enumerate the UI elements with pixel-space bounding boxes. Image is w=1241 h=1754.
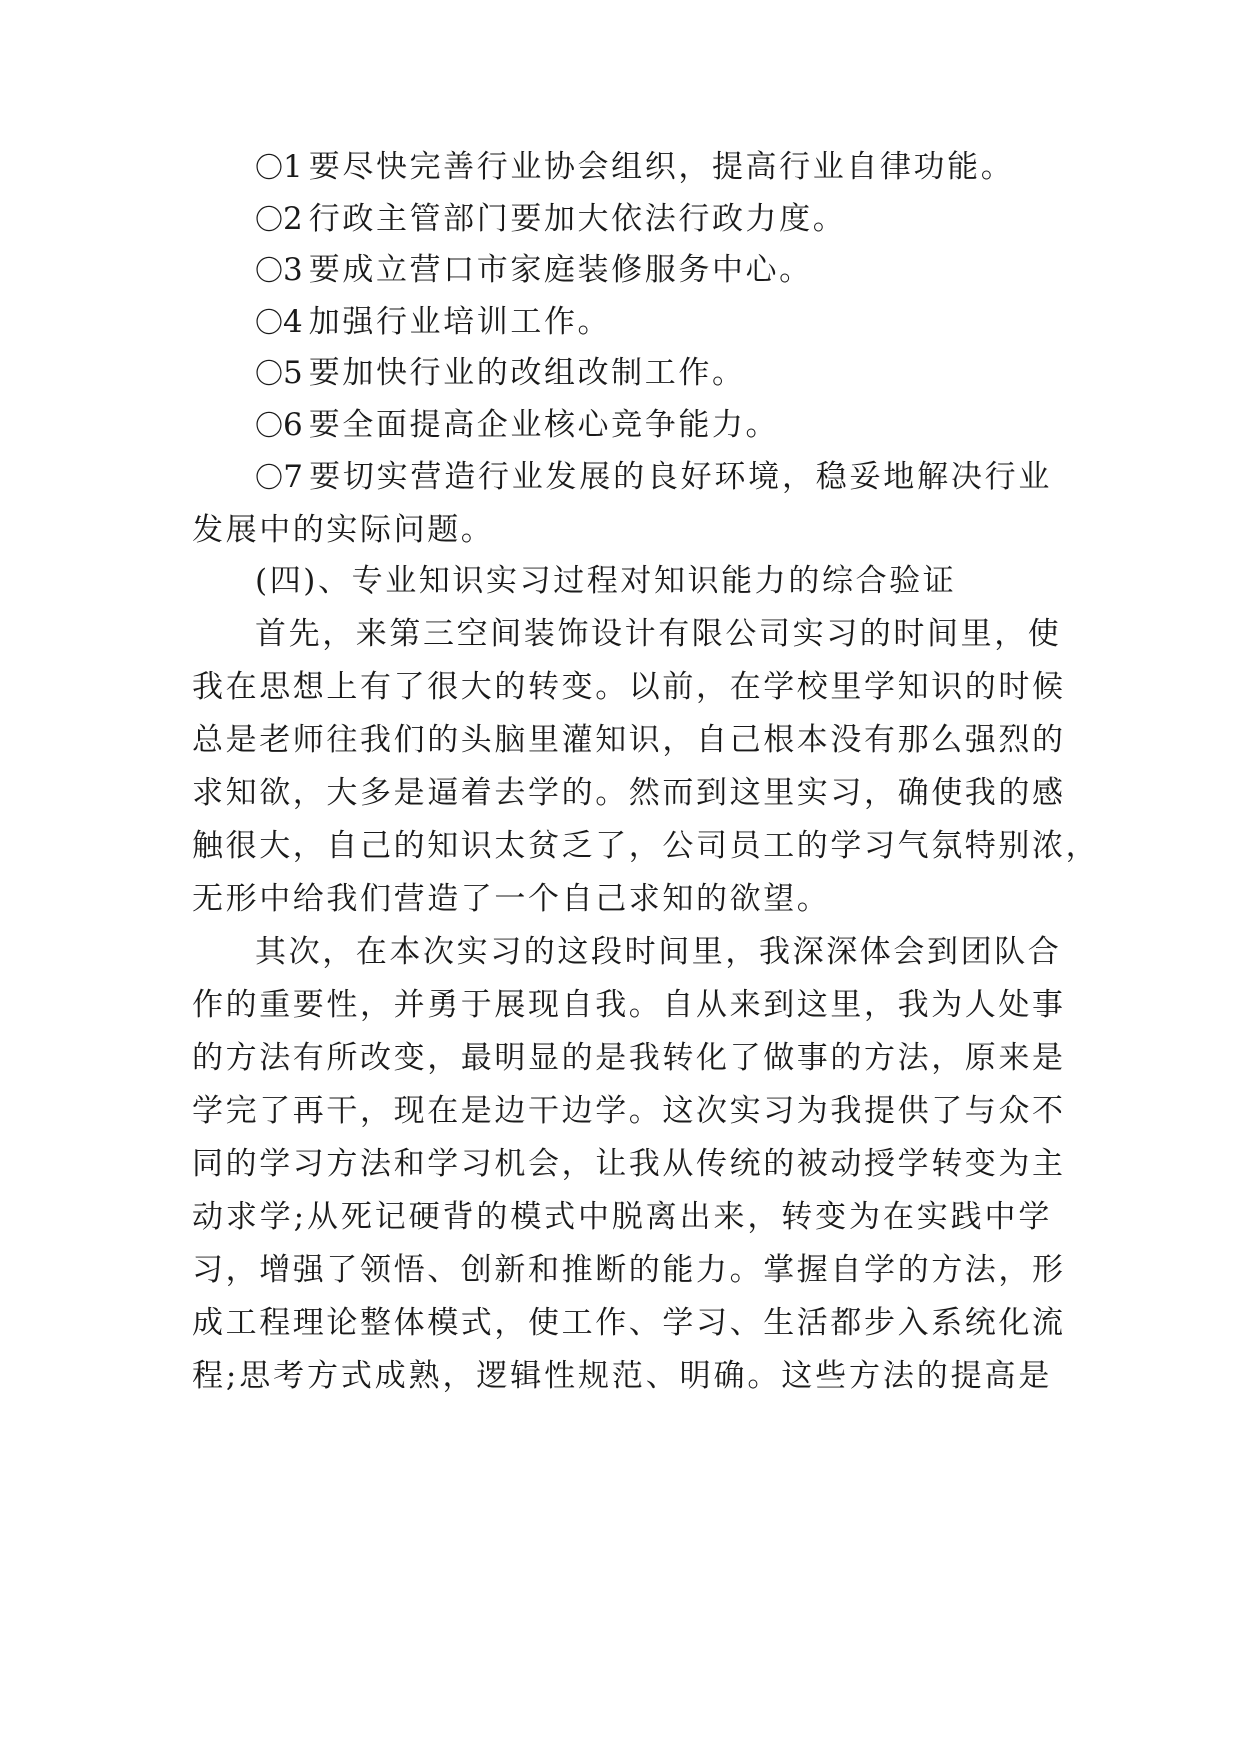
circle-marker-icon: 〇 [255,254,284,287]
item-number: 6 [283,407,303,443]
item-number: 4 [283,304,303,340]
section-heading: (四)、专业知识实习过程对知识能力的综合验证 [255,563,957,599]
list-item-7-continuation: 发展中的实际问题。 [192,512,495,548]
item-text: 要切实营造行业发展的良好环境，稳妥地解决行业 [308,459,1052,495]
list-item-3 [255,246,1052,294]
circle-marker-icon: 〇 [255,409,284,442]
circle-marker-icon: 〇 [255,203,284,236]
list-item-7 [255,453,1052,501]
paragraph-2-line: 学完了再干，现在是边干边学。这次实习为我提供了与众不 [192,1093,1066,1129]
item-text: 要尽快完善行业协会组织，提高行业自律功能。 [308,149,1015,185]
paragraph-1-line: 求知欲，大多是逼着去学的。然而到这里实习，确使我的感 [192,775,1066,811]
paragraph-2-line: 习，增强了领悟、创新和推断的能力。掌握自学的方法，形 [192,1252,1066,1288]
paragraph-1-line: 触很大，自己的知识太贫乏了，公司员工的学习气氛特别浓， [192,828,1100,864]
circle-marker-icon: 〇 [255,357,284,390]
circle-marker-icon: 〇 [255,461,284,494]
paragraph-1-line: 无形中给我们营造了一个自己求知的欲望。 [192,881,831,917]
item-text: 要全面提高企业核心竞争能力。 [308,407,780,443]
item-number: 2 [283,201,303,237]
list-item-1 [255,143,1052,191]
paragraph-1-line: 首先，来第三空间装饰设计有限公司实习的时间里，使 [255,616,1062,652]
paragraph-1-line: 我在思想上有了很大的转变。以前，在学校里学知识的时候 [192,669,1066,705]
list-item-6 [255,401,1052,449]
paragraph-2-line: 的方法有所改变，最明显的是我转化了做事的方法，原来是 [192,1040,1066,1076]
paragraph-2-line: 其次，在本次实习的这段时间里，我深深体会到团队合 [255,934,1062,970]
item-number: 3 [283,252,303,288]
list-item-2 [255,195,1052,243]
item-text: 要加快行业的改组改制工作。 [308,355,746,391]
list-item-4 [255,298,1052,346]
paragraph-2-line: 程;思考方式成熟，逻辑性规范、明确。这些方法的提高是 [192,1358,1052,1394]
item-text: 要成立营口市家庭装修服务中心。 [308,252,813,288]
circle-marker-icon: 〇 [255,151,284,184]
item-text: 加强行业培训工作。 [308,304,612,340]
list-item-5 [255,349,1052,397]
item-number: 7 [283,459,303,495]
item-text: 行政主管部门要加大依法行政力度。 [308,201,847,237]
paragraph-2-line: 成工程理论整体模式，使工作、学习、生活都步入系统化流 [192,1305,1066,1341]
paragraph-2-line: 同的学习方法和学习机会，让我从传统的被动授学转变为主 [192,1146,1066,1182]
paragraph-1-line: 总是老师往我们的头脑里灌知识，自己根本没有那么强烈的 [192,722,1066,758]
item-number: 1 [283,149,303,185]
item-number: 5 [283,355,303,391]
paragraph-2-line: 动求学;从死记硬背的模式中脱离出来，转变为在实践中学 [192,1199,1052,1235]
paragraph-2-line: 作的重要性，并勇于展现自我。自从来到这里，我为人处事 [192,987,1066,1023]
circle-marker-icon: 〇 [255,306,284,339]
